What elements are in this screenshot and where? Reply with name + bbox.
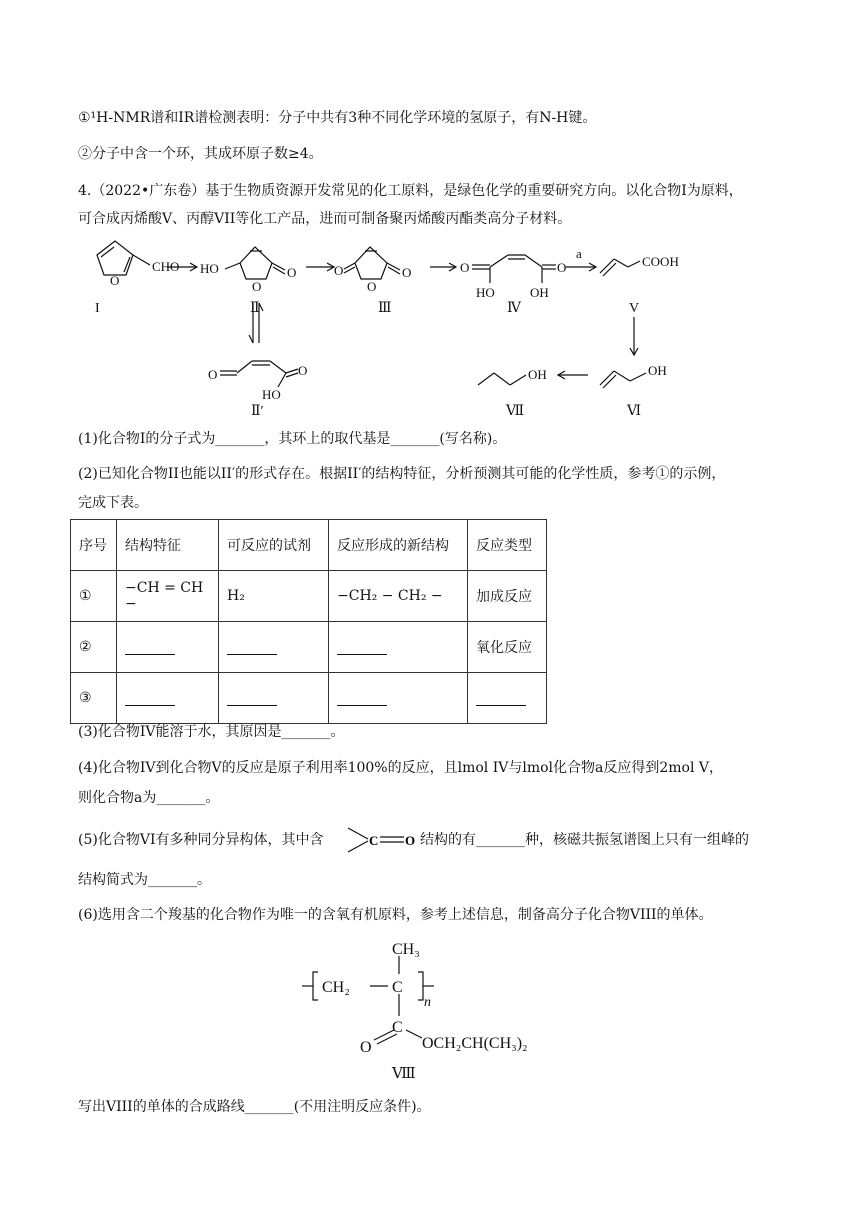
question-5b: 结构的有_______种，核磁共振氢谱图上只有一组峰的 [420,832,749,848]
question-3: (3)化合物IV能溶于水，其原因是_______。 [78,724,345,740]
label-compound-3: Ⅲ [378,301,392,316]
reagent-a: a [576,246,582,261]
question-2b: 完成下表。 [78,495,148,511]
ii-ho: HO [200,261,219,276]
vi-oh: OH [648,363,667,378]
question-4b: 则化合物a为_______。 [78,790,220,806]
carbonyl-o: O [405,833,416,848]
property-table [70,519,547,724]
table-row [71,622,547,673]
condition-2: ②分子中含一个环，其成环原子数≥4。 [78,146,323,162]
ii-prime-carbonyl-o: O [298,363,308,378]
table-cell-blank[interactable] [117,622,219,673]
polymer-ch2: CH₂ [322,979,350,996]
label-compound-1: I [95,301,100,316]
table-cell-blank[interactable] [468,673,547,724]
question-6: (6)选用含二个羧基的化合物作为唯一的含氧有机原料，参考上述信息，制备高分子化合物VIII的单体。 [78,907,713,923]
label-compound-8: Ⅷ [392,1066,416,1082]
table-header: 可反应的试剂 [219,520,329,571]
polymer-c-backbone: C [392,979,403,996]
table-cell: ③ [71,673,117,724]
polymer-ch3: CH₃ [392,941,420,958]
question-5c: 结构简式为_______。 [78,872,211,888]
table-header: 序号 [71,520,117,571]
label-compound-6: Ⅵ [627,404,642,419]
polymer-c-carbonyl: C [392,1019,403,1036]
table-cell: −CH₂ − CH₂ − [329,571,468,622]
table-cell: −CH = CH − [117,571,219,622]
furan-o-atom: O [110,273,120,288]
polymer-ester: OCH₂CH(CH₃)₂ [422,1035,528,1052]
iv-oh-left: HO [476,285,495,300]
label-compound-4: Ⅳ [507,301,521,316]
table-row [71,673,547,724]
table-header-row [71,520,547,571]
table-cell-blank[interactable] [219,622,329,673]
question-2a: (2)已知化合物II也能以II′的形式存在。根据II′的结构特征，分析预测其可能的化学性质，参考①的示例， [78,466,726,482]
carbonyl-group [344,822,420,858]
label-compound-2-prime: Ⅱ′ [251,404,264,419]
vii-oh: OH [528,367,547,382]
ii-ring-o: O [252,279,262,294]
polymer-n: n [424,995,431,1010]
iii-o-right: O [402,265,412,280]
table-cell: ① [71,571,117,622]
problem-intro-2: 可合成丙烯酸V、丙醇VII等化工产品，进而可制备聚丙烯酸丙酯类高分子材料。 [78,211,572,227]
table-cell-blank[interactable] [219,673,329,724]
table-cell-blank[interactable] [329,622,468,673]
iii-ring-o: O [367,279,377,294]
iv-o-left: O [460,260,470,275]
label-compound-2: Ⅱ [250,301,260,316]
iv-o-right: O [557,260,567,275]
label-compound-7: Ⅶ [506,404,525,419]
condition-1: ①¹H-NMR谱和IR谱检测表明：分子中共有3种不同化学环境的氢原子，有N-H键。 [78,110,597,126]
question-6b: 写出VIII的单体的合成路线_______(不用注明反应条件)。 [78,1099,431,1115]
problem-intro-1: 4.（2022•广东卷）基于生物质资源开发常见的化工原料，是绿色化学的重要研究方向。以化合物I为原料， [78,183,743,199]
label-compound-5: V [629,301,640,316]
table-cell: 加成反应 [468,571,547,622]
table-cell: H₂ [219,571,329,622]
iv-oh-right: OH [530,285,549,300]
question-5a: (5)化合物VI有多种同分异构体，其中含 [78,832,324,848]
table-header: 反应形成的新结构 [329,520,468,571]
table-row [71,571,547,622]
table-header: 反应类型 [468,520,547,571]
ii-prime-ho: HO [262,387,281,402]
carbonyl-c: C [369,833,379,848]
table-cell-blank[interactable] [329,673,468,724]
v-cooh: COOH [642,254,679,269]
question-4a: (4)化合物IV到化合物V的反应是原子利用率100%的反应，且lmol IV与lmol化合物a反应得到2mol V， [78,760,724,776]
table-cell-blank[interactable] [117,673,219,724]
reaction-scheme [0,225,860,425]
table-cell: 氧化反应 [468,622,547,673]
table-header: 结构特征 [117,520,219,571]
ii-prime-o: O [208,367,218,382]
iii-o-left: O [334,263,344,278]
table-cell: ② [71,622,117,673]
ii-carbonyl-o: O [287,265,297,280]
polymer-o: O [360,1039,372,1056]
cho-group: CHO [152,259,180,274]
question-1: (1)化合物I的分子式为_______，其环上的取代基是_______(写名称)。 [78,431,507,447]
polymer-structure [300,932,600,1082]
